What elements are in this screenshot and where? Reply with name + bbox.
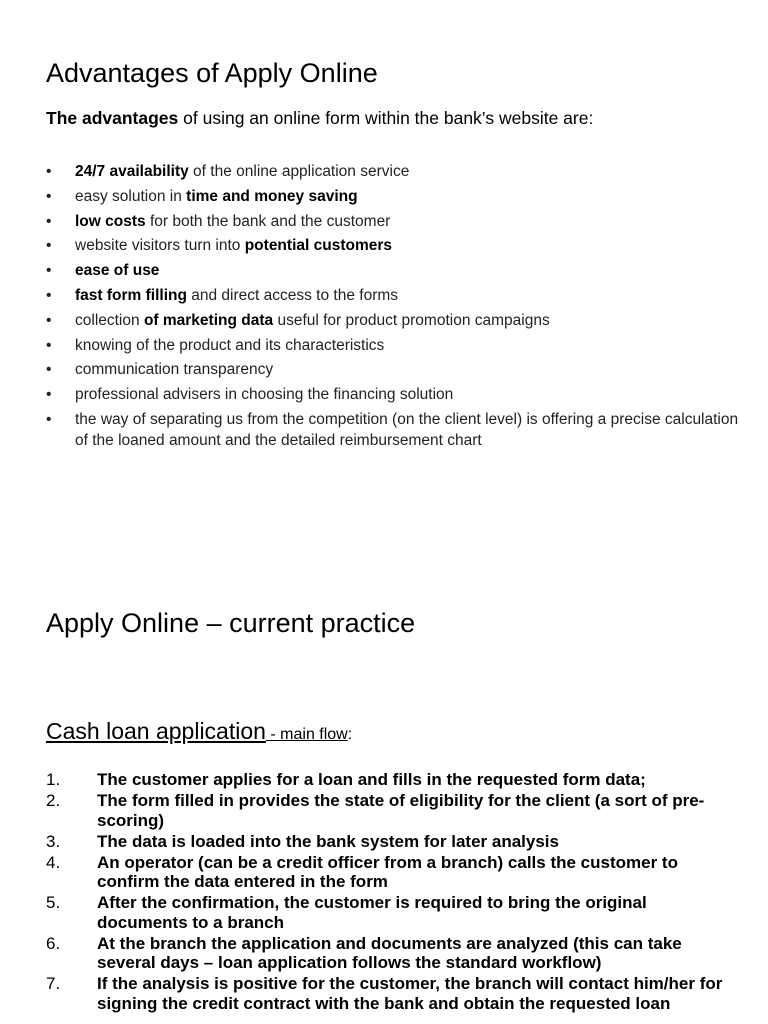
flow-heading-colon: : [347, 726, 353, 743]
advantage-text: collection [75, 311, 144, 329]
advantage-text: and direct access to the forms [186, 286, 399, 304]
flow-step [46, 934, 736, 973]
flow-step [46, 770, 736, 790]
advantage-text: knowing of the product and its characteristics [75, 336, 385, 354]
advantage-bold-text: potential customers [244, 237, 392, 255]
step-number: 4. [46, 852, 61, 872]
flow-step [46, 853, 736, 892]
section-title-current-practice: Apply Online – current practice [46, 608, 416, 638]
intro-text: of using an online form within the bank’s website are: [178, 108, 594, 128]
flow-step [46, 791, 736, 830]
step-number: 7. [46, 974, 61, 993]
step-number: 6. [46, 933, 61, 953]
flow-step [46, 974, 736, 1013]
flow-step [46, 893, 736, 932]
section-title-advantages: Advantages of Apply Online [46, 58, 378, 88]
advantage-text: of the online application service [188, 163, 410, 180]
advantage-text: communication transparency [75, 361, 274, 379]
intro-paragraph [46, 106, 593, 130]
step-text: After the confirmation, the customer is required to bring the original documents to a branch [97, 893, 647, 932]
bullet-icon: • [46, 212, 52, 230]
step-text: If the analysis is positive for the customer, the branch will contact him/her for signing the credit contract with the bank and obtain the requested loan [97, 974, 723, 1013]
bullet-icon: • [46, 336, 52, 354]
bullet-icon: • [46, 311, 52, 329]
flow-heading-subtitle: main flow [280, 726, 348, 743]
advantage-bold-text: low costs [75, 212, 146, 230]
flow-steps-list [46, 770, 736, 1015]
advantage-bold-text: fast form filling [75, 286, 187, 304]
step-text: An operator (can be a credit officer from a branch) calls the customer to confirm the data entered in the form [97, 852, 678, 891]
bullet-icon: • [46, 361, 52, 379]
bullet-icon: • [46, 163, 52, 180]
advantage-item [46, 161, 746, 183]
advantage-text: for both the bank and the customer [145, 212, 391, 230]
advantage-text: professional advisers in choosing the financing solution [75, 386, 454, 404]
intro-bold-text: The advantages [46, 108, 179, 128]
advantage-item [46, 260, 746, 282]
bullet-icon: • [46, 262, 52, 280]
advantage-bold-text: 24/7 availability [75, 163, 189, 180]
step-number: 1. [46, 770, 61, 789]
bullet-icon: • [46, 386, 52, 404]
advantage-item [46, 359, 746, 381]
flow-heading-title: Cash loan application [46, 718, 266, 744]
advantage-text: useful for product promotion campaigns [273, 311, 550, 329]
step-text: The form filled in provides the state of eligibility for the client (a sort of pre-scoring) [97, 791, 705, 830]
advantage-bold-text: of marketing data [143, 311, 274, 329]
advantage-bold-text: time and money saving [186, 187, 358, 205]
advantage-item [46, 409, 746, 452]
advantage-bold-text: ease of use [75, 262, 160, 280]
flow-heading [46, 714, 352, 752]
advantage-item [46, 285, 746, 307]
advantage-item [46, 310, 746, 332]
flow-heading-dash: - [265, 726, 281, 743]
step-text: At the branch the application and documents are analyzed (this can take several days – loan application follows the standard workflow) [97, 933, 682, 972]
advantage-item [46, 235, 746, 257]
advantage-text: the way of separating us from the competition (on the client level) is offering a precise calculation of the loaned amount and the detailed reimbursement chart [75, 410, 739, 450]
advantage-text: easy solution in [75, 187, 187, 205]
advantage-item [46, 335, 746, 357]
bullet-icon: • [46, 286, 52, 304]
step-number: 3. [46, 831, 61, 851]
advantage-text: website visitors turn into [75, 237, 245, 255]
advantage-item [46, 384, 746, 406]
flow-step [46, 832, 736, 852]
advantage-item [46, 211, 746, 233]
step-text: The customer applies for a loan and fills in the requested form data; [97, 770, 646, 789]
bullet-icon: • [46, 187, 52, 205]
advantage-item [46, 186, 746, 208]
bullet-icon: • [46, 410, 52, 428]
bullet-icon: • [46, 237, 52, 255]
advantages-list [46, 161, 746, 455]
step-number: 2. [46, 791, 61, 810]
step-text: The data is loaded into the bank system for later analysis [97, 831, 559, 851]
step-number: 5. [46, 893, 61, 912]
